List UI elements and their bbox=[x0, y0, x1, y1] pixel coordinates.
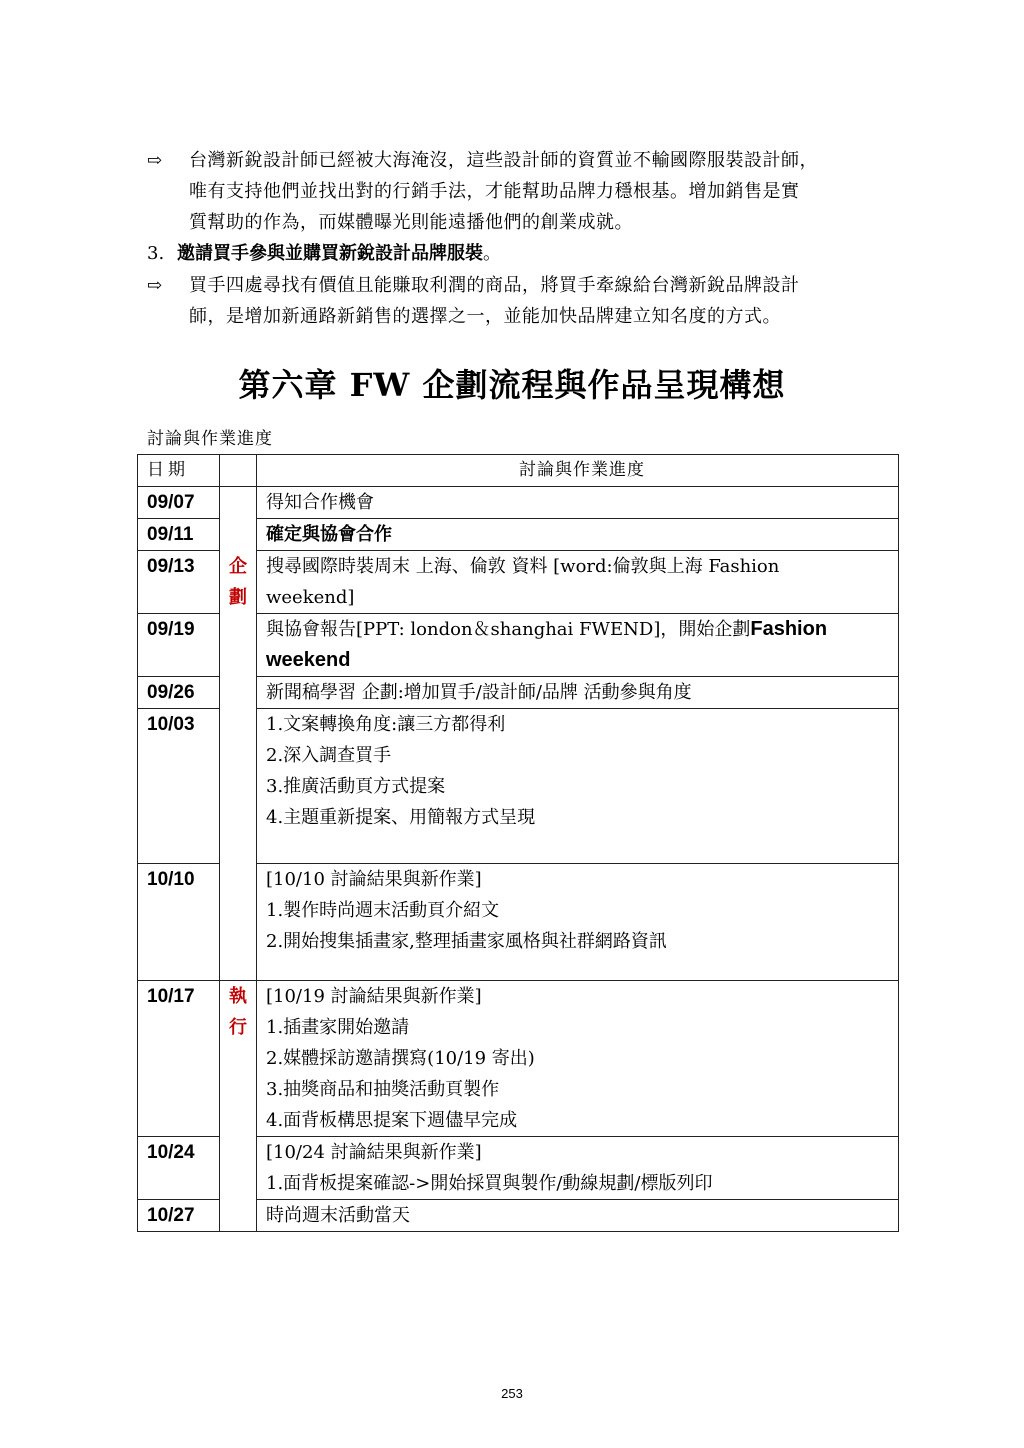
numbered-heading bbox=[147, 238, 501, 269]
phase-cell bbox=[220, 487, 257, 519]
table-row bbox=[138, 864, 899, 981]
phase-cell bbox=[220, 519, 257, 551]
row-content bbox=[257, 551, 899, 614]
phase-char: 企 bbox=[229, 555, 247, 577]
content-line: 新聞稿學習 企劃:增加買手/設計師/品牌 活動參與角度 bbox=[266, 682, 692, 703]
bullet-paragraph-1 bbox=[147, 145, 887, 238]
table-row bbox=[138, 551, 899, 614]
content-line: 4.面背板構思提案下週儘早完成 bbox=[266, 1110, 518, 1131]
phase-label-exec bbox=[220, 981, 257, 1137]
phase-cell bbox=[220, 864, 257, 981]
phase-cell bbox=[220, 677, 257, 709]
row-date: 10/10 bbox=[138, 864, 220, 981]
phase-char: 劃 bbox=[229, 586, 247, 608]
row-date: 10/24 bbox=[138, 1137, 220, 1200]
content-line bbox=[266, 614, 898, 645]
row-date: 10/03 bbox=[138, 709, 220, 864]
item-heading-tail: 。 bbox=[483, 243, 501, 264]
page-number: 253 bbox=[501, 1386, 523, 1401]
row-content bbox=[257, 519, 899, 551]
content-line: 3.抽獎商品和抽獎活動頁製作 bbox=[266, 1079, 500, 1100]
content-text-bold: Fashion bbox=[750, 618, 828, 640]
header-content: 討論與作業進度 bbox=[257, 455, 899, 487]
phase-cell bbox=[220, 1200, 257, 1232]
row-date: 09/07 bbox=[138, 487, 220, 519]
row-date: 09/26 bbox=[138, 677, 220, 709]
table-caption: 討論與作業進度 bbox=[147, 429, 273, 449]
row-content bbox=[257, 614, 899, 677]
phase-cell bbox=[220, 1137, 257, 1200]
table-row bbox=[138, 519, 899, 551]
content-line: 1.插畫家開始邀請 bbox=[266, 1017, 410, 1038]
row-date: 10/27 bbox=[138, 1200, 220, 1232]
table-row bbox=[138, 1137, 899, 1200]
content-line: 1.文案轉換角度:讓三方都得利 bbox=[266, 714, 506, 735]
row-content bbox=[257, 677, 899, 709]
bullet-line: 質幫助的作為，而媒體曝光則能遠播他們的創業成就。 bbox=[189, 212, 633, 233]
phase-cell bbox=[220, 614, 257, 677]
content-line: 確定與協會合作 bbox=[266, 524, 392, 545]
table-row bbox=[138, 1200, 899, 1232]
row-date: 10/17 bbox=[138, 981, 220, 1137]
content-line: 得知合作機會 bbox=[266, 492, 374, 513]
bullet-line: 台灣新銳設計師已經被大海淹沒，這些設計師的資質並不輸國際服裝設計師， bbox=[189, 150, 818, 171]
arrow-right-icon: ⇨ bbox=[147, 275, 163, 296]
content-line: [10/19 討論結果與新作業] bbox=[266, 986, 482, 1007]
bullet-line: 師，是增加新通路新銷售的選擇之一，並能加快品牌建立知名度的方式。 bbox=[189, 306, 781, 327]
content-line: 2.深入調查買手 bbox=[266, 745, 392, 766]
arrow-right-icon: ⇨ bbox=[147, 150, 163, 171]
row-content bbox=[257, 1200, 899, 1232]
table-row bbox=[138, 487, 899, 519]
bullet-line: 唯有支持他們並找出對的行銷手法，才能幫助品牌力穩根基。增加銷售是實 bbox=[189, 181, 800, 202]
content-line: 時尚週末活動當天 bbox=[266, 1205, 410, 1226]
phase-char: 行 bbox=[229, 1017, 247, 1038]
table-row bbox=[138, 614, 899, 677]
row-content bbox=[257, 981, 899, 1137]
row-content bbox=[257, 1137, 899, 1200]
content-line: [10/24 討論結果與新作業] bbox=[266, 1142, 482, 1163]
header-phase bbox=[220, 455, 257, 487]
progress-table bbox=[137, 454, 899, 1232]
table-row bbox=[138, 981, 899, 1137]
row-date: 09/11 bbox=[138, 519, 220, 551]
row-content bbox=[257, 864, 899, 981]
row-content bbox=[257, 487, 899, 519]
content-line: 2.媒體採訪邀請撰寫(10/19 寄出) bbox=[266, 1048, 535, 1069]
content-line: 4.主題重新提案、用簡報方式呈現 bbox=[266, 807, 536, 828]
content-line: 1.製作時尚週末活動頁介紹文 bbox=[266, 900, 500, 921]
bullet-line: 買手四處尋找有價值且能賺取利潤的商品，將買手牽線給台灣新銳品牌設計 bbox=[189, 275, 800, 296]
table-row bbox=[138, 677, 899, 709]
content-line: 搜尋國際時裝周末 上海、倫敦 資料 [word:倫敦與上海 Fashion bbox=[266, 556, 780, 577]
content-line: [10/10 討論結果與新作業] bbox=[266, 869, 482, 890]
row-date: 09/19 bbox=[138, 614, 220, 677]
phase-label-plan bbox=[220, 551, 257, 614]
bullet-paragraph-2 bbox=[147, 270, 887, 332]
content-line: 3.推廣活動頁方式提案 bbox=[266, 776, 446, 797]
phase-cell bbox=[220, 709, 257, 864]
content-text: 與協會報告[PPT: london＆shanghai FWEND]，開始企劃 bbox=[266, 619, 751, 640]
chapter-title: 第六章 FW 企劃流程與作品呈現構想 bbox=[238, 366, 786, 404]
content-line: weekend bbox=[266, 649, 351, 671]
row-content bbox=[257, 709, 899, 864]
item-number: 3. bbox=[147, 243, 165, 264]
phase-char: 執 bbox=[229, 986, 247, 1007]
content-line: 1.面背板提案確認->開始採買與製作/動線規劃/標版列印 bbox=[266, 1173, 713, 1194]
header-date: 日期 bbox=[138, 455, 220, 487]
content-line: weekend] bbox=[266, 587, 355, 608]
item-heading: 邀請買手參與並購買新銳設計品牌服裝 bbox=[177, 243, 483, 264]
row-date: 09/13 bbox=[138, 551, 220, 614]
table-header-row bbox=[138, 455, 899, 487]
table-row bbox=[138, 709, 899, 864]
content-line: 2.開始搜集插畫家,整理插畫家風格與社群網路資訊 bbox=[266, 931, 667, 952]
